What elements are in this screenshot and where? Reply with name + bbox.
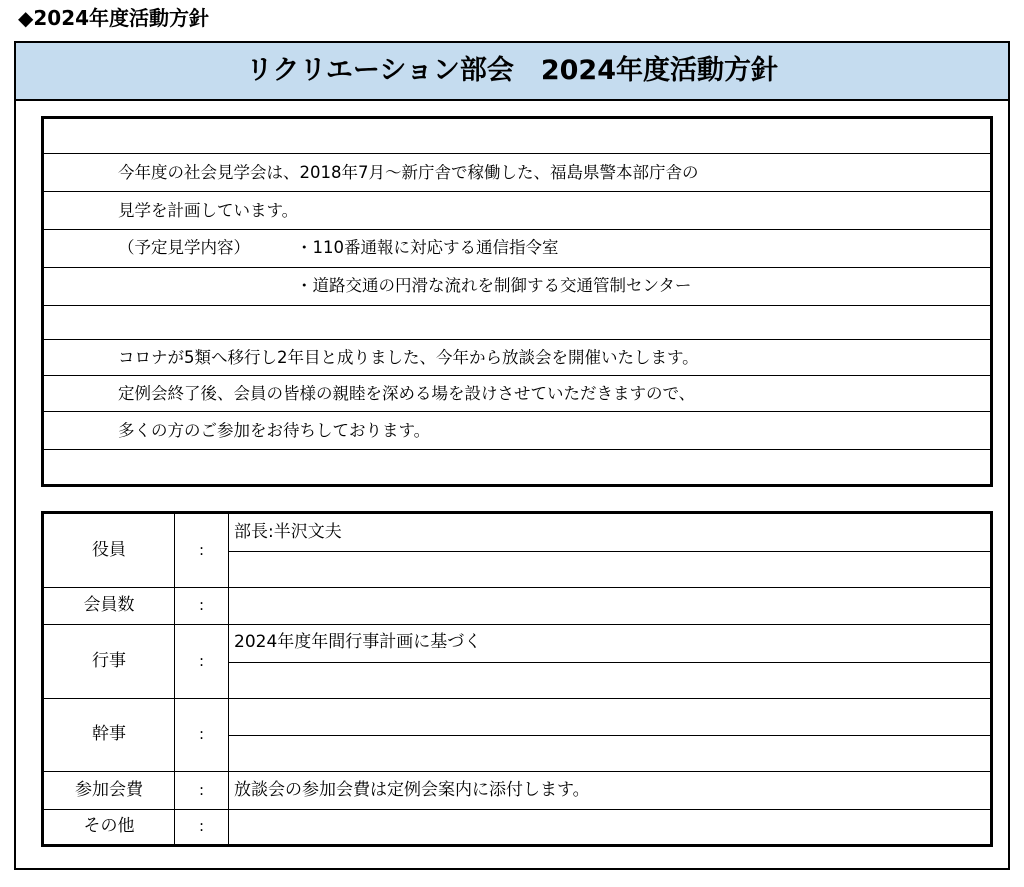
- label-other: その他: [83, 816, 135, 836]
- value-events: 2024年度年間行事計画に基づく: [234, 632, 482, 652]
- label-participation-fee: 参加会費: [75, 780, 143, 800]
- colon: :: [198, 652, 205, 670]
- colon: :: [198, 781, 205, 799]
- rule-line: [44, 305, 990, 306]
- policy-line: 見学を計画しています。: [118, 201, 299, 220]
- label-organizer: 幹事: [92, 724, 126, 744]
- rule-line: [44, 191, 990, 192]
- policy-line: 定例会終了後、会員の皆様の親睦を深める場を設けさせていただきますので、: [118, 384, 696, 403]
- rule-line: [44, 449, 990, 450]
- value-subdivider: [228, 735, 990, 736]
- value-participation-fee: 放談会の参加会費は定例会案内に添付します。: [234, 780, 590, 800]
- label-officers: 役員: [92, 540, 126, 560]
- colon: :: [198, 596, 205, 614]
- policy-line: ・道路交通の円滑な流れを制御する交通管制センター: [296, 276, 692, 295]
- policy-text-box: [41, 116, 993, 487]
- value-subdivider: [228, 551, 990, 552]
- policy-line: コロナが5類へ移行し2年目と成りました、今年から放談会を開催いたします。: [118, 348, 699, 367]
- policy-line: 多くの方のご参加をお待ちしております。: [118, 421, 431, 440]
- colon: :: [198, 541, 205, 559]
- colon: :: [198, 817, 205, 835]
- section-heading: ◆2024年度活動方針: [18, 6, 210, 30]
- policy-line: （予定見学内容）: [118, 238, 250, 257]
- column-divider: [228, 514, 229, 844]
- info-table: [41, 511, 993, 847]
- policy-line: ・110番通報に対応する通信指令室: [296, 238, 559, 257]
- label-member-count: 会員数: [83, 595, 135, 615]
- banner-title: リクリエーション部会 2024年度活動方針: [16, 43, 1008, 101]
- colon: :: [198, 725, 205, 743]
- label-events: 行事: [92, 651, 126, 671]
- value-officers: 部長:半沢文夫: [234, 522, 342, 542]
- rule-line: [44, 153, 990, 154]
- policy-line: 今年度の社会見学会は、2018年7月～新庁舎で稼働した、福島県警本部庁舎の: [118, 163, 699, 182]
